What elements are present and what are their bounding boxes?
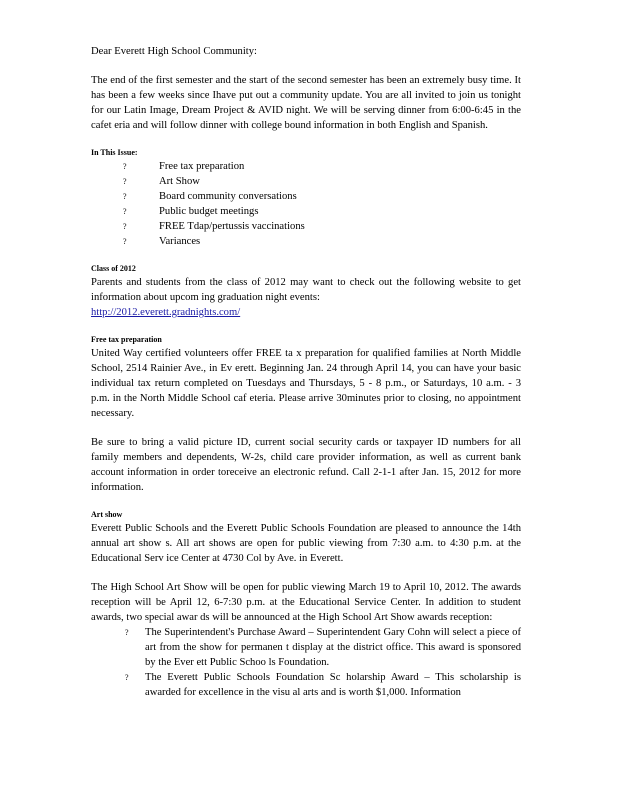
art-paragraph-2: The High School Art Show will be open for public viewing March 19 to April 10, 2012. The awards reception will be April 12, 6-7:30 p.m. at the Educational Service Center. In addition to student awards, two special awar ds will be announced at the High School Art Show awards reception: [91,582,521,623]
bullet-icon: ? [123,237,127,246]
awards-list [91,625,521,700]
list-item: ? The Superintendent's Purchase Award – Superintendent Gary Cohn will select a piece of art from the show for permanen t display at the district office. This award is sponsored by the Ever ett Public Schoo ls Foundation. [125,627,521,668]
list-item: ? Public budget meetings [123,206,259,217]
list-item: ? Variances [123,236,201,247]
intro-paragraph: The end of the first semester and the start of the second semester has been an extremely busy time. It has been a few weeks since Ihave put out a community update. You are all invited to join us tonight for our Latin Image, Dream Project & AVID night. We will be serving dinner from 6:00-6:45 in the cafet eria and will follow dinner with college bound information in both English and Spanish. [91,75,521,131]
list-item: ? FREE Tdap/pertussis vaccinations [123,221,305,232]
list-item: ? The Everett Public Schools Foundation Sc holarship Award – This scholarship is awarded for excellence in the visu al arts and is worth $1,000. Information [125,672,521,698]
letter-page [91,44,521,700]
list-item: ? Free tax preparation [123,161,245,172]
art-show-heading: Art show [91,510,123,519]
list-item: ? Board community conversations [123,191,297,202]
tax-paragraph-2: Be sure to bring a valid picture ID, current social security cards or taxpayer ID numbers for all family members and dependents, W-2s, child care provider information, as well as current bank account information in order toreceive an electronic refund. Call 2-1-1 after Jan. 15, 2012 for more information. [91,437,521,493]
art-paragraph-1: Everett Public Schools and the Everett Public Schools Foundation are pleased to announce the 14th annual art show s. All art shows are open for public viewing from 7:30 a.m. to 4:30 p.m. at the Educational Serv ice Center at 4730 Col by Ave. in Everett. [91,523,521,564]
class-2012-paragraph: Parents and students from the class of 2012 may want to check out the following website to get information about upcom ing graduation night events: [91,277,521,303]
class-2012-heading: Class of 2012 [91,264,136,273]
bullet-icon: ? [123,162,127,171]
gradnight-link[interactable]: http://2012.everett.gradnights.com/ [91,307,241,318]
tax-heading: Free tax preparation [91,335,162,344]
bullet-icon: ? [123,192,127,201]
in-this-issue-heading: In This Issue: [91,148,138,157]
in-this-issue-list [91,159,521,249]
tax-paragraph-1: United Way certified volunteers offer FREE ta x preparation for qualified families at North Middle School, 2514 Rainier Ave., in Ev erett. Beginning Jan. 24 through April 14, you can have your basic individual tax return completed on Tuesdays and Thursdays, 5 - 8 p.m., or Saturdays, 10 a.m. - 3 p.m. in the North Middle School caf eteria. Please arrive 30minutes prior to closing, no appointment necessary. [91,348,521,419]
bullet-icon: ? [125,628,129,637]
greeting: Dear Everett High School Community: [91,46,257,57]
bullet-icon: ? [123,207,127,216]
list-item: ? Art Show [123,176,200,187]
bullet-icon: ? [123,177,127,186]
bullet-icon: ? [123,222,127,231]
bullet-icon: ? [125,673,129,682]
